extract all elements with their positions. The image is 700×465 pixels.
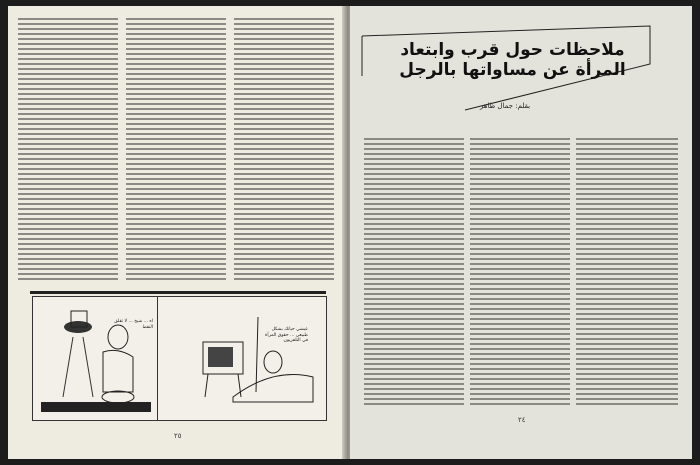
left-page	[8, 6, 346, 459]
speech-bubble: عيشي حياتك بشكل طبيعي ... حقوق المرأة في التلفزيون	[265, 327, 308, 343]
right-page	[350, 6, 692, 459]
page-number: ٢٥	[174, 432, 182, 440]
text-column	[470, 138, 570, 408]
page-number: ٢٤	[518, 416, 526, 424]
cartoon-image	[32, 296, 327, 421]
text-column	[576, 138, 678, 408]
text-column	[364, 138, 464, 408]
text-column	[234, 18, 334, 280]
text-column	[18, 18, 118, 280]
article-byline: بقلم: جمال ظاهر	[479, 102, 531, 110]
text-column	[126, 18, 226, 280]
rule	[30, 291, 326, 294]
speech-bubble: اه ... شيخ ... لا تقلق النفط	[114, 319, 153, 330]
article-title: ملاحظات حول قرب وابتعاد المرأة عن مساواتها بالرجل	[399, 40, 626, 80]
cartoon-drawing	[33, 297, 326, 420]
